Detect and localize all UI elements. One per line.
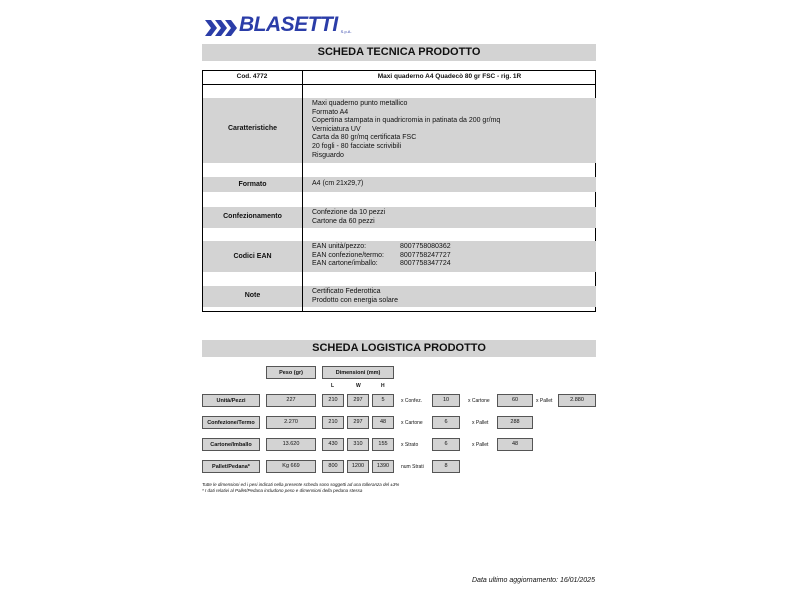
log-dim-l: 430 [322, 438, 344, 451]
ean-labels: EAN unità/pezzo: EAN confezione/termo: EAN cartone/imballo: [312, 243, 384, 268]
extra-value: 288 [497, 416, 533, 429]
log-row-label: Unità/Pezzi [202, 394, 260, 407]
log-dim-h: 155 [372, 438, 394, 451]
label-ean: Codici EAN [233, 253, 272, 260]
dim-w: W [356, 383, 361, 389]
pallet-note: * I dati relativi al Pallet/Pedana includono peso e dimensioni della pedana stessa [202, 488, 363, 493]
extra-label: x Confez. [401, 398, 423, 404]
label-notes: Note [244, 292, 261, 299]
extra-value: 6 [432, 438, 460, 451]
tech-header-rule [202, 84, 596, 85]
extra-value: 6 [432, 416, 460, 429]
log-dim-h: 48 [372, 416, 394, 429]
extra-value: 60 [497, 394, 533, 407]
extra-value: 8 [432, 460, 460, 473]
log-weight: 13.620 [266, 438, 316, 451]
extra-label: x Cartone [468, 398, 490, 404]
notes-text: Certificato Federottica Prodotto con energia solare [312, 288, 398, 304]
log-weight: 227 [266, 394, 316, 407]
label-packaging: Confezionamento [223, 213, 282, 220]
dim-l: L [331, 383, 335, 389]
brand-logo [205, 14, 352, 36]
label-format: Formato [238, 181, 267, 188]
col-dimensions: Dimensioni (mm) [322, 366, 394, 379]
extra-label: x Pallet [536, 398, 553, 404]
extra-value: 2.880 [558, 394, 596, 407]
log-dim-l: 210 [322, 416, 344, 429]
logistics-title: SCHEDA LOGISTICA PRODOTTO [202, 340, 596, 357]
log-dim-l: 800 [322, 460, 344, 473]
format-text: A4 (cm 21x29,7) [312, 180, 364, 187]
last-updated: Data ultimo aggiornamento: 16/01/2025 [472, 577, 595, 584]
log-dim-w: 310 [347, 438, 369, 451]
ean-codes: 8007758080362 8007758247727 8007758347724 [400, 243, 451, 268]
extra-label: x Pallet [472, 420, 489, 426]
extra-value: 48 [497, 438, 533, 451]
log-dim-w: 297 [347, 416, 369, 429]
label-features: Caratteristiche [227, 125, 278, 132]
tech-title: SCHEDA TECNICA PRODOTTO [202, 44, 596, 61]
log-weight: Kg 669 [266, 460, 316, 473]
features-text: Maxi quaderno punto metallico Formato A4 Copertina stampata in quadricromia in patinata da 200 gr/mq Verniciatura UV Carta da 80 gr/mq certificata FSC 20 fogli - 80 facciate scrivibili Risguardo [312, 100, 501, 159]
log-dim-h: 5 [372, 394, 394, 407]
extra-label: num Strati [401, 464, 424, 470]
product-code: Cod. 4772 [236, 73, 268, 80]
extra-value: 10 [432, 394, 460, 407]
packaging-text: Confezione da 10 pezzi Cartone da 60 pezzi [312, 209, 386, 225]
col-weight: Peso (gr) [266, 366, 316, 379]
product-name: Maxi quaderno A4 Quadecò 80 gr FSC - rig. 1R [377, 73, 522, 80]
dim-h: H [381, 383, 385, 389]
log-dim-w: 297 [347, 394, 369, 407]
log-dim-h: 1390 [372, 460, 394, 473]
log-row-label: Pallet/Pedana* [202, 460, 260, 473]
log-dim-w: 1200 [347, 460, 369, 473]
logo-chevrons-icon [205, 20, 237, 36]
log-row-label: Confezione/Termo [202, 416, 260, 429]
extra-label: x Strato [401, 442, 419, 448]
log-weight: 2.270 [266, 416, 316, 429]
log-row-label: Cartone/Imballo [202, 438, 260, 451]
extra-label: x Pallet [472, 442, 489, 448]
brand-name: BLASETTI [239, 13, 338, 36]
extra-label: x Cartone [401, 420, 423, 426]
tolerance-note: Tutte le dimensioni ed i pesi indicati nella presente scheda sono soggetti ad una tolleranza del ±3% [202, 482, 400, 487]
log-dim-l: 210 [322, 394, 344, 407]
brand-suffix: S.p.A. [340, 29, 352, 34]
